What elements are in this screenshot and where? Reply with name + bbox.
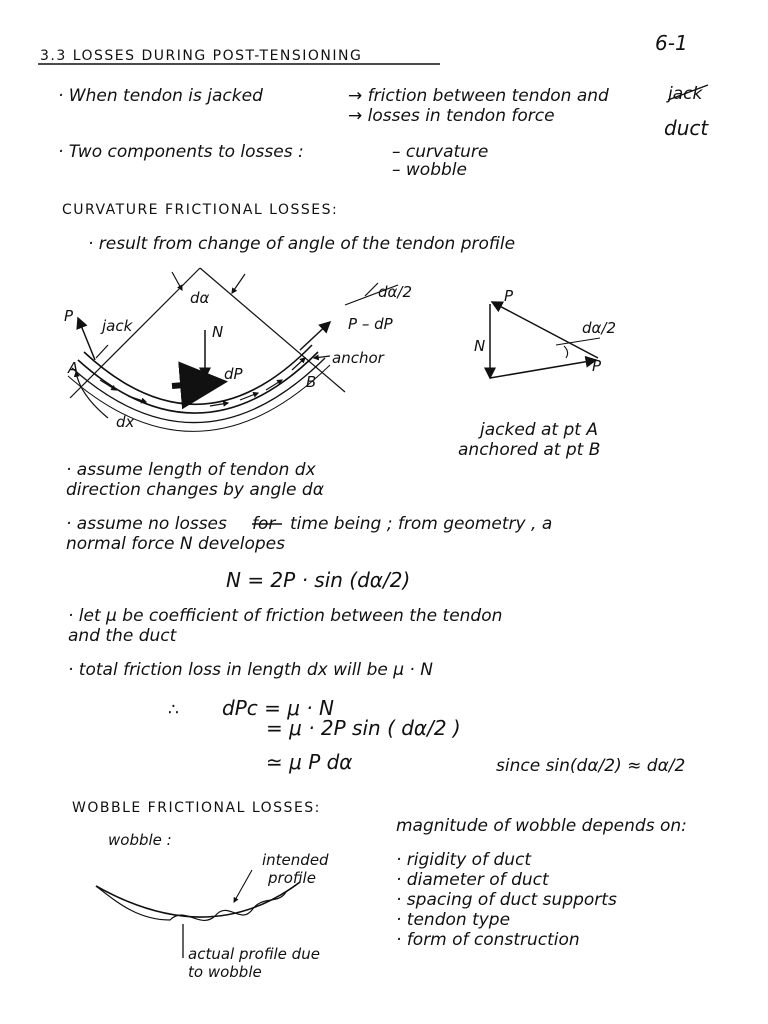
intro-line2-a: · Two components to losses : [58, 142, 304, 162]
label-N: N [212, 323, 224, 341]
intro-line2-b: – curvature [392, 142, 489, 162]
label-jack: jack [102, 317, 133, 335]
label-A: A [68, 359, 79, 377]
total-loss: · total friction loss in length dx will be μ · N [68, 660, 433, 680]
label-B: B [306, 373, 317, 391]
intro-correction-duct: duct [664, 116, 709, 140]
label-P: P [64, 307, 74, 325]
curvature-heading: CURVATURE FRICTIONAL LOSSES: [62, 202, 339, 218]
curvature-bullet: · result from change of angle of the tendon profile [88, 234, 516, 254]
label-anchor: anchor [332, 349, 384, 367]
eq-line3: ≃ μ P dα [266, 750, 353, 774]
eq-normal-force: N = 2P · sin (dα/2) [226, 568, 411, 592]
assume1-b: direction changes by angle dα [66, 480, 324, 500]
assume1-a: · assume length of tendon dx [66, 460, 316, 480]
actual-line2: to wobble [188, 963, 262, 981]
section-title: 3.3 LOSSES DURING POST-TENSIONING [40, 48, 363, 64]
wobble-label: wobble : [108, 831, 172, 849]
triangle-P-bottom: P [592, 357, 602, 375]
factor-item: · spacing of duct supports [396, 890, 617, 910]
assume2-a: · assume no losses [66, 514, 227, 534]
note-jacked: jacked at pt A [480, 420, 598, 440]
triangle-dalpha-half: dα/2 [582, 319, 617, 337]
friction-line-b: and the duct [68, 626, 177, 646]
triangle-P-top: P [504, 287, 514, 305]
actual-line1: actual profile due [188, 945, 320, 963]
label-dalpha: dα [190, 289, 210, 307]
factor-item: · form of construction [396, 930, 580, 950]
intro-struck-jack: jack [668, 84, 703, 104]
intro-line1-c: → losses in tendon force [348, 106, 555, 126]
label-P-minus-dP: P – dP [348, 315, 393, 333]
factor-item: · diameter of duct [396, 870, 549, 890]
assume2-struck: for [252, 514, 276, 534]
friction-line-a: · let μ be coefficient of friction between the tendon [68, 606, 503, 626]
eq-since: since sin(dα/2) ≈ dα/2 [496, 756, 686, 776]
intro-line1-a: · When tendon is jacked [58, 86, 263, 106]
triangle-N: N [474, 337, 486, 355]
wobble-heading: WOBBLE FRICTIONAL LOSSES: [72, 800, 321, 816]
force-triangle [490, 302, 600, 378]
wobble-depends: magnitude of wobble depends on: [396, 816, 687, 836]
factor-item: · rigidity of duct [396, 850, 532, 870]
assume2-c: normal force N developes [66, 534, 285, 554]
eq-line2: = μ · 2P sin ( dα/2 ) [266, 716, 461, 740]
label-dalpha-half: dα/2 [378, 283, 413, 301]
assume2-b: time being ; from geometry , a [290, 514, 553, 534]
therefore-symbol: ∴ [168, 700, 179, 720]
intro-line2-c: – wobble [392, 160, 467, 180]
label-dP: dP [224, 365, 243, 383]
eq-line1: dPc = μ · N [222, 696, 334, 720]
intro-line1-b: → friction between tendon and [348, 86, 609, 106]
factor-item: · tendon type [396, 910, 511, 930]
intended-line2: profile [268, 869, 316, 887]
page-number: 6-1 [655, 31, 688, 55]
note-anchored: anchored at pt B [458, 440, 601, 460]
intended-line1: intended [262, 851, 329, 869]
label-dx: dx [116, 413, 135, 431]
